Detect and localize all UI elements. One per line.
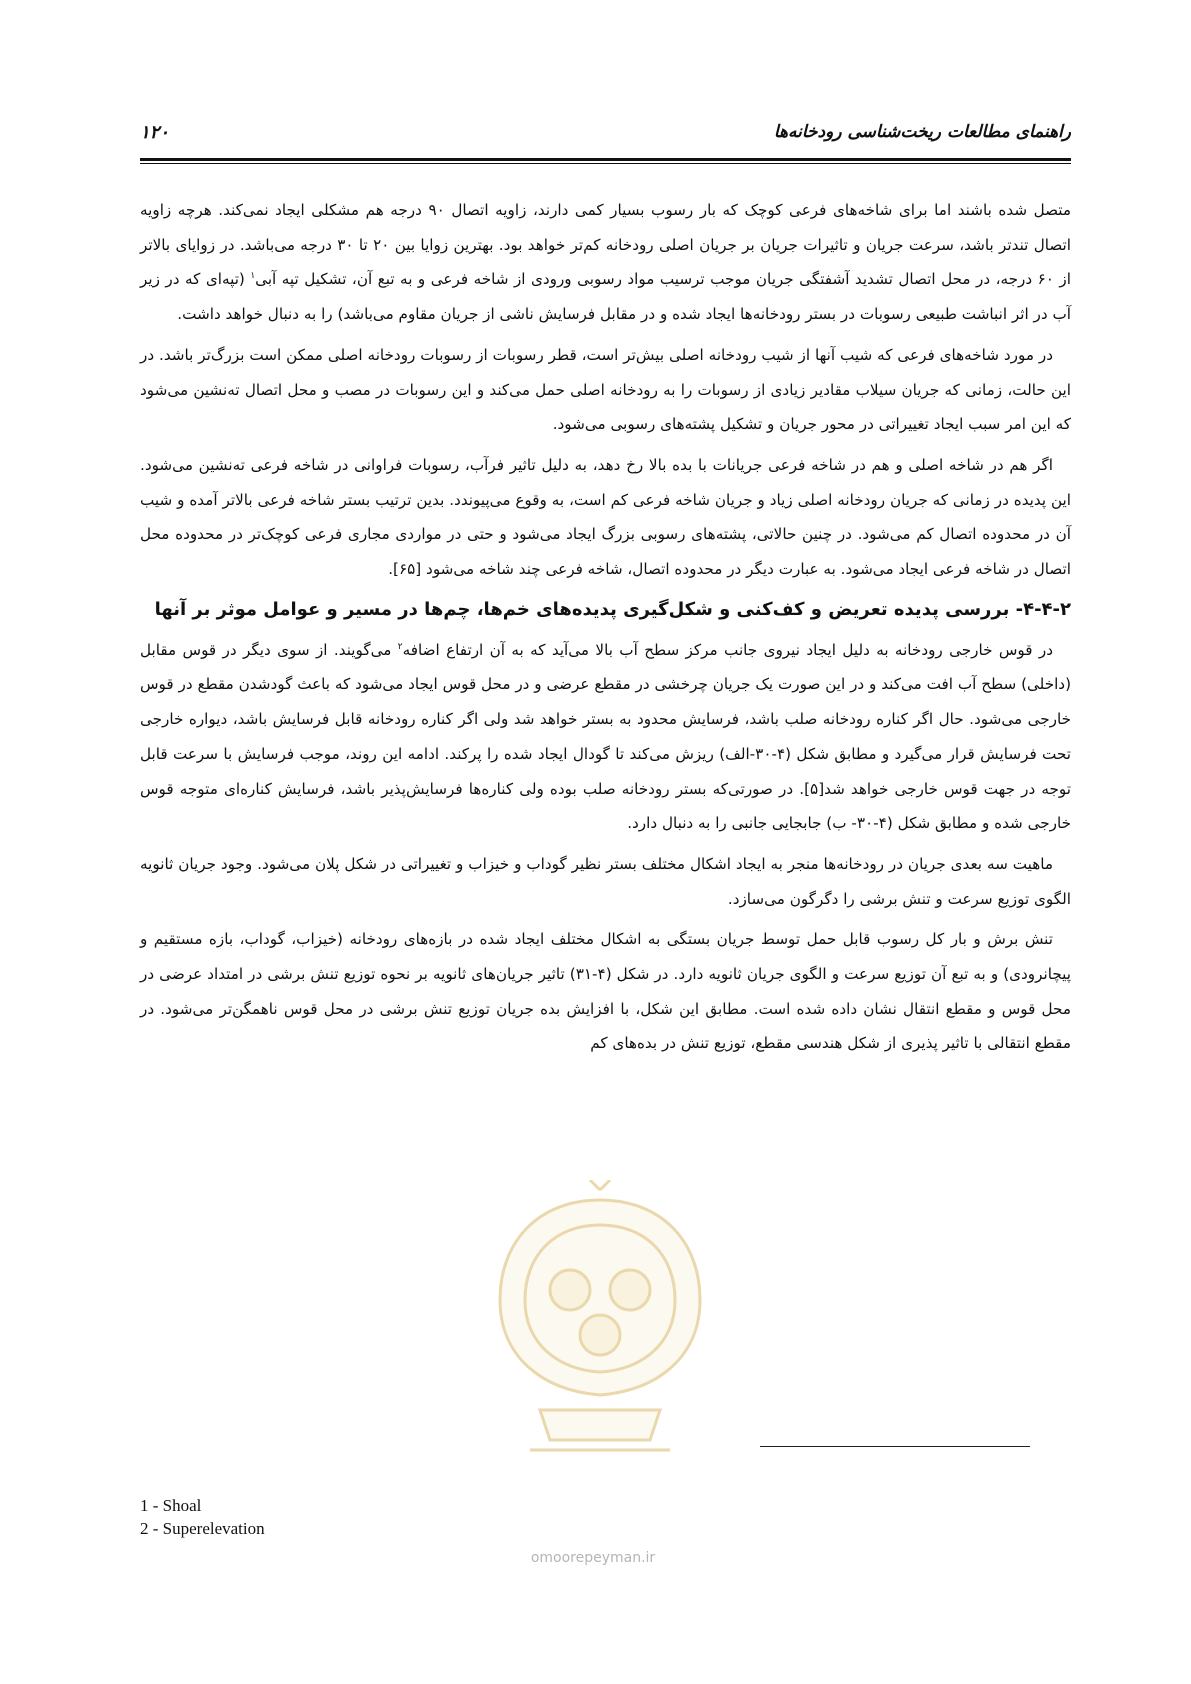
paragraph-text: می‌گویند. از سوی دیگر در قوس مقابل (داخلی) سطح آب افت می‌کند و در این صورت یک جریان چرخشی در مقطع عرضی و در محل قوس ایجاد می‌شود که باعث گودشدن مقطع در قوس خارجی می‌شود. حال اگر کناره رودخانه صلب باشد، فرسایش محدود به بستر خواهد شد ولی اگر کناره رودخانه قابل فرسایش باشد، دیواره خارجی تحت فرسایش قرار می‌گیرد و مطابق شکل (۴-۳۰-الف) ریزش می‌کند تا گودال ایجاد شده را پرکند. ادامه این روند، موجب فرسایش با سرعت قابل توجه در جهت قوس خارجی خواهد شد[۵]. در صورتی‌که بستر رودخانه صلب بوده ولی کناره‌ها فرسایش‌پذیر باشد، فرسایش کناره‌ای متوجه قوس خارجی شده و مطابق شکل (۴-۳۰- ب) جابجایی جانبی را به دنبال دارد. bbox=[140, 640, 1071, 833]
section-heading: ۴-۴-۲- بررسی پدیده تعریض و کف‌کنی و شکل‌گیری پدیده‌های خم‌ها، چم‌ها در مسیر و عوامل موثر بر آنها bbox=[154, 598, 1071, 620]
header-divider bbox=[140, 158, 1071, 164]
running-title: راهنمای مطالعات ریخت‌شناسی رودخانه‌ها bbox=[773, 122, 1071, 142]
page-header bbox=[140, 120, 1071, 160]
paragraph-text: متصل شده باشند اما برای شاخه‌های فرعی کوچک که بار رسوب بسیار کمی دارند، زاویه اتصال ۹۰ درجه هم مشکلی ایجاد نمی‌کند. هرچه زاویه اتصال تندتر باشد، سرعت جریان و تاثیرات جریان بر جریان اصلی رودخانه کم‌تر خواهد بود. بهترین زوایا بین ۲۰ تا ۳۰ درجه می‌باشد. در زوایای بالاتر از ۶۰ درجه، در محل اتصال تشدید آشفتگی جریان موجب ترسیب مواد رسوبی ورودی از شاخه فرعی و به تبع آن، تشکیل تپه آبی bbox=[140, 201, 1071, 289]
footnote-ref: ۲ bbox=[397, 641, 403, 652]
paragraph: تنش برش و بار کل رسوب قابل حمل توسط جریان بستگی به اشکال مختلف ایجاد شده در بازه‌های رودخانه (خیزاب، گوداب، بازه مستقیم و پیچانرودی) و به تبع آن توزیع سرعت و الگوی جریان ثانویه دارد. در شکل (۴-۳۱) تاثیر جریان‌های ثانویه بر نحوه توزیع تنش برشی در امتداد عرضی در محل قوس و مقطع انتقال نشان داده شده است. مطابق این شکل، با افزایش بده جریان توزیع تنش برشی در محل قوس ناهمگن‌تر می‌شود. در مقطع انتقالی با تاثیر پذیری از شکل هندسی مقطع، توزیع تنش در بده‌های کم bbox=[140, 930, 1071, 1053]
footnote-ref: ۱ bbox=[250, 271, 256, 282]
footnote-item: 1 - Shoal bbox=[140, 1496, 202, 1515]
watermark-seal-icon bbox=[470, 1180, 730, 1480]
footnote-item: 2 - Superelevation bbox=[140, 1519, 265, 1538]
paragraph: ماهیت سه بعدی جریان در رودخانه‌ها منجر به ایجاد اشکال مختلف بستر نظیر گوداب و خیزاب و تغییراتی در شکل پلان می‌شود. وجود جریان ثانویه الگوی توزیع سرعت و تنش برشی را دگرگون می‌سازد. bbox=[140, 854, 1071, 908]
paragraph bbox=[140, 193, 1071, 332]
paragraph: اگر هم در شاخه اصلی و هم در شاخه فرعی جریانات با بده بالا رخ دهد، به دلیل تاثیر فرآب، رسوبات فراوانی در شاخه فرعی ته‌نشین می‌شود. این پدیده در زمانی که جریان رودخانه اصلی زیاد و جریان شاخه فرعی کم است، به وقوع می‌پیوندد. بدین ترتیب بستر شاخه فرعی بالاتر آمده و شیب آن در محدوده اتصال کم می‌شود. در چنین حالاتی، پشته‌های رسوبی بزرگ ایجاد می‌شود و حتی در مواردی مجاری فرعی کوچک‌تر در محدوده محل اتصال در شاخه فرعی ایجاد می‌شود. به عبارت دیگر در محدوده اتصال، شاخه فرعی چند شاخه می‌شود [۶۵]. bbox=[140, 455, 1071, 579]
main-text bbox=[140, 193, 1071, 1067]
paragraph-text: در قوس خارجی رودخانه به دلیل ایجاد نیروی جانب مرکز سطح آب بالا می‌آید که به آن ارتفاع اضافه bbox=[402, 640, 1053, 659]
paragraph bbox=[140, 633, 1071, 841]
watermark-caption: omoorepeyman.ir bbox=[530, 1550, 656, 1566]
paragraph: در مورد شاخه‌های فرعی که شیب آنها از شیب رودخانه اصلی بیش‌تر است، قطر رسوبات از رسوبات رودخانه اصلی ممکن است بزرگ‌تر باشد. در این حالت، زمانی که جریان سیلاب مقادیر زیادی از رسوبات را به رودخانه اصلی حمل می‌کند و این رسوبات در مصب و محل اتصال ته‌نشین می‌شود که این امر سبب ایجاد تغییراتی در محور جریان و تشکیل پشته‌های رسوبی می‌شود. bbox=[140, 345, 1071, 434]
paragraph-text: (تپه‌ای که در زیر آب در اثر انباشت طبیعی رسوبات در بستر رودخانه‌ها ایجاد شده و در مقابل فرسایش ناشی از جریان مقاوم می‌باشد) را به دنبال خواهد داشت. bbox=[140, 270, 1071, 324]
footnote-divider bbox=[760, 1446, 1030, 1447]
footnotes bbox=[140, 1494, 265, 1540]
page-number: ۱۲۰ bbox=[140, 122, 170, 143]
